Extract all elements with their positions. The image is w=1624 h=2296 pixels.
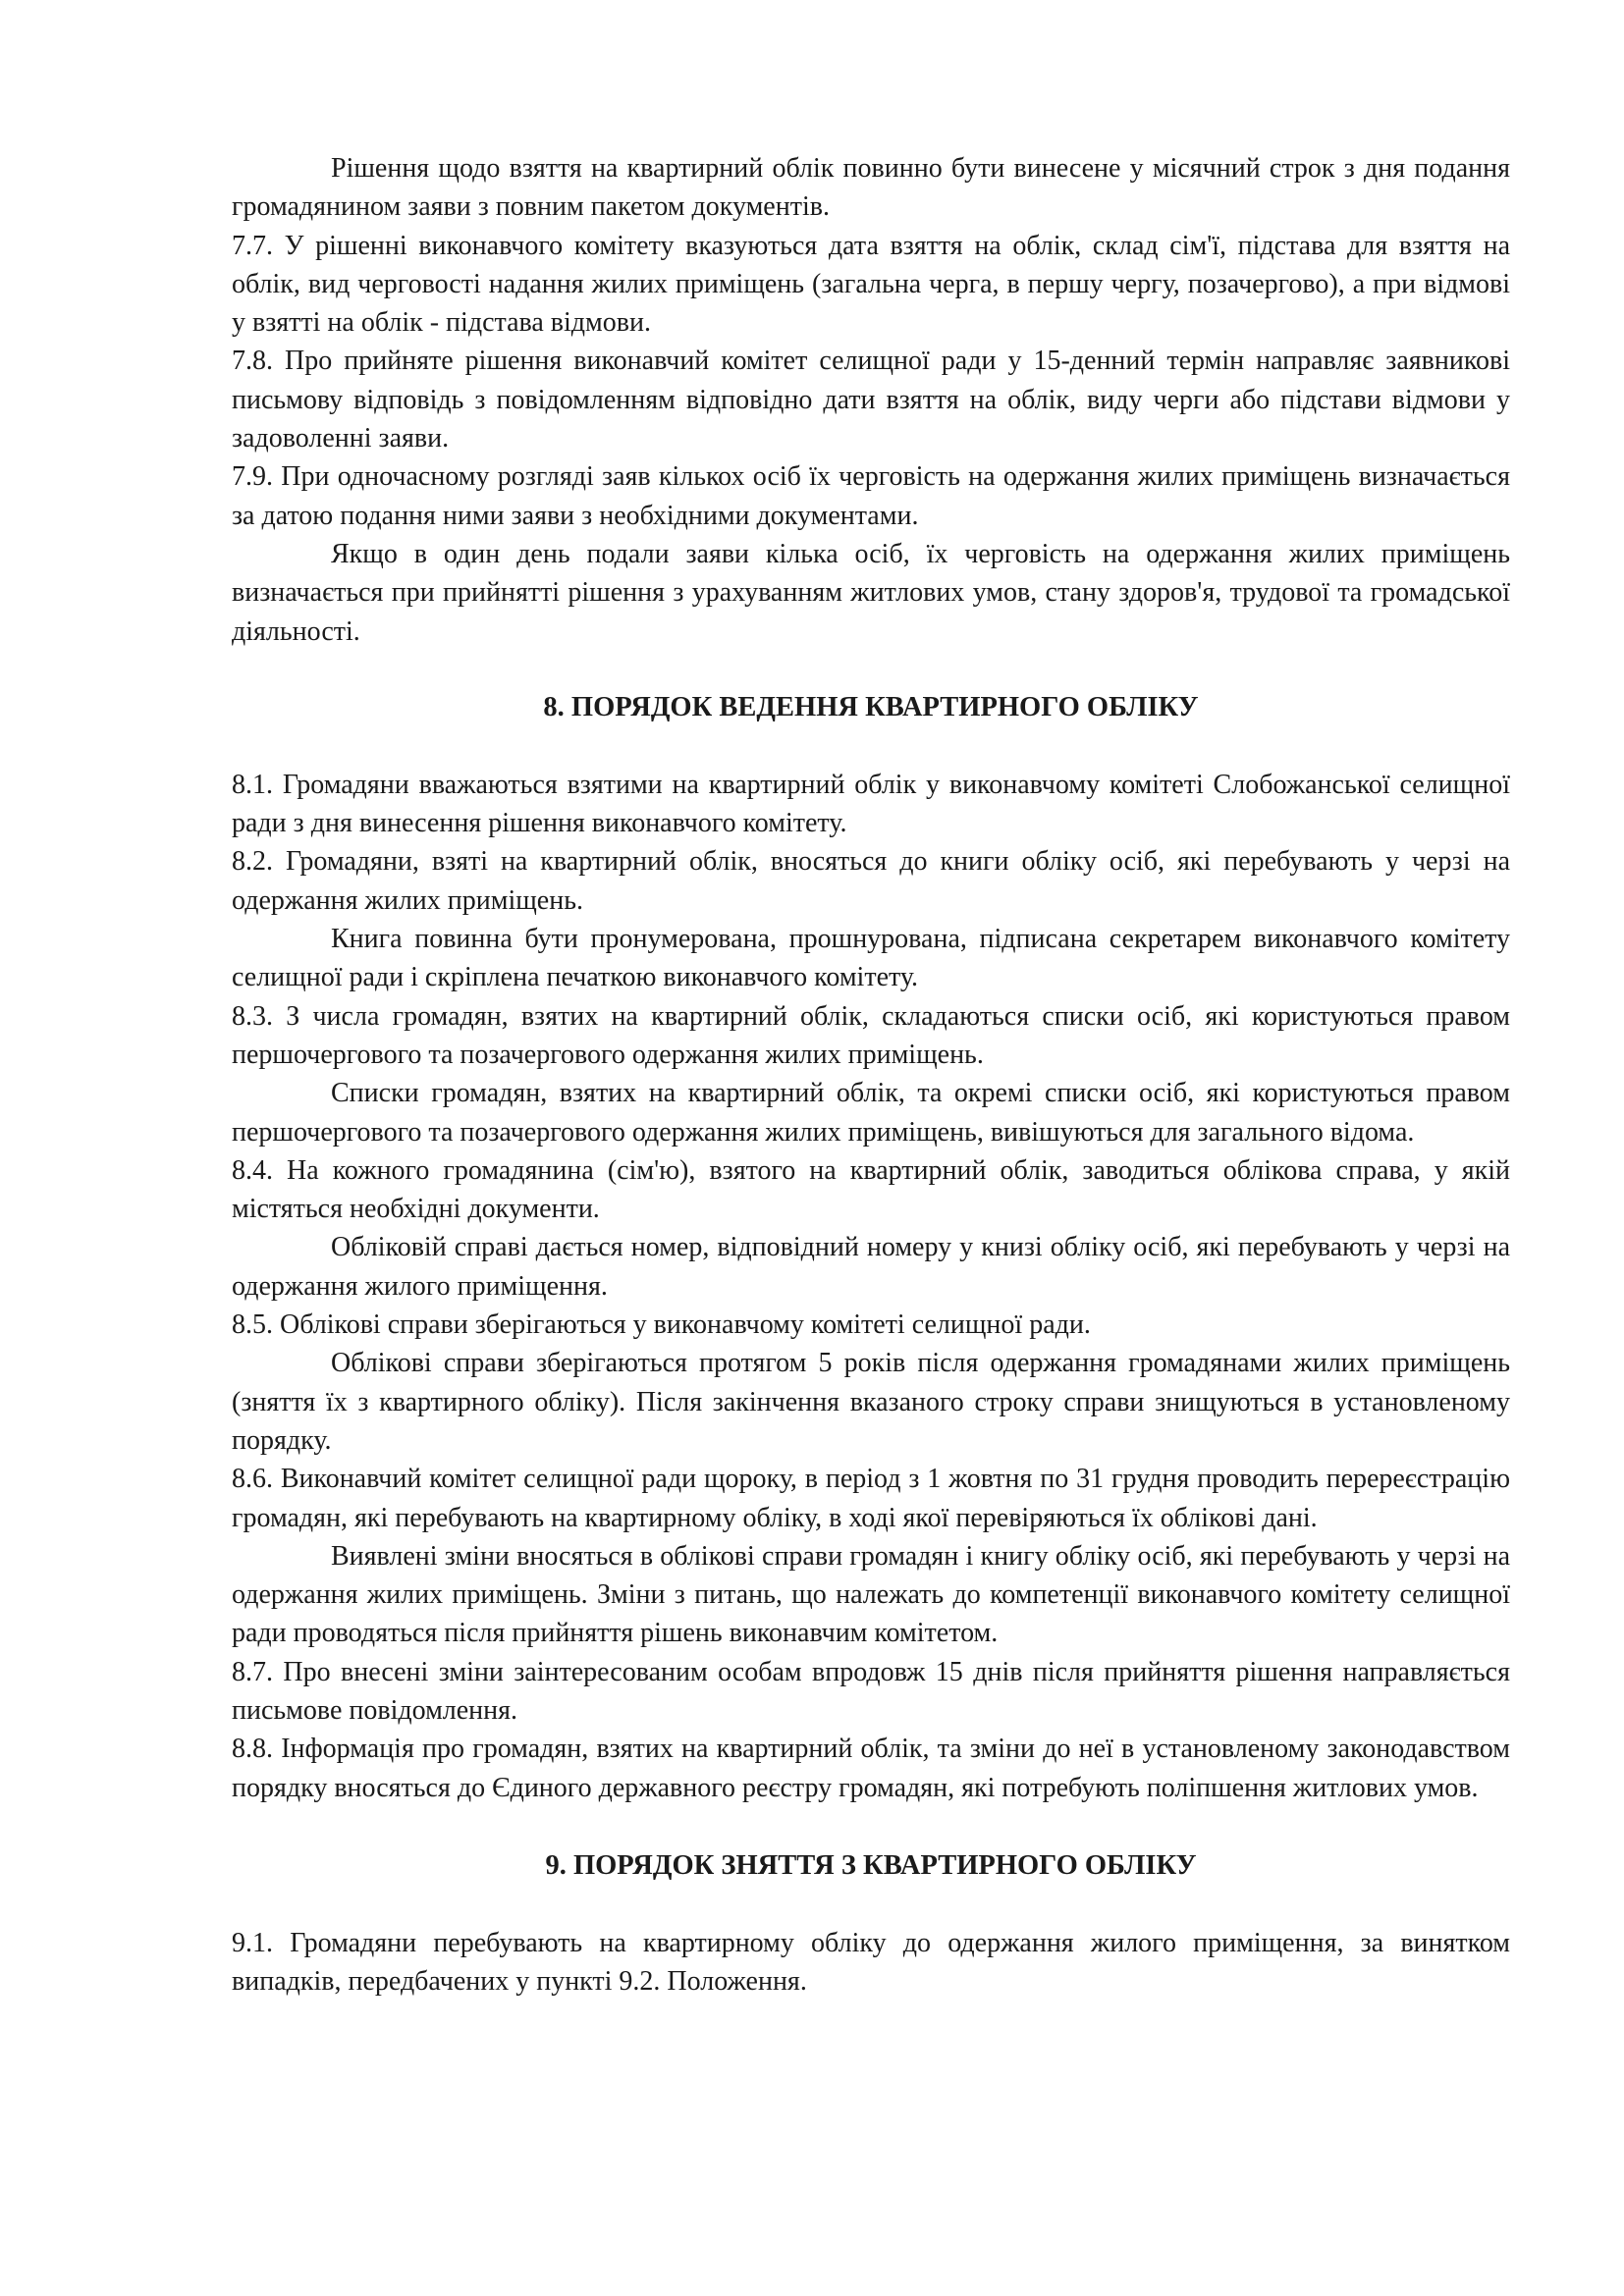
document-page	[232, 149, 1510, 2001]
paragraph-8-7: 8.7. Про внесені зміни заінтересованим особам впродовж 15 днів після прийняття рішення направляється письмове повідомлення.	[232, 1656, 1510, 1726]
paragraph-8-6: 8.6. Виконавчий комітет селищної ради щороку, в період з 1 жовтня по 31 грудня проводить перереєстрацію громадян, які перебувають на квартирному обліку, в ході якої перевіряються їх облікові дані.	[232, 1464, 1510, 1533]
paragraph-8-2-continued: Книга повинна бути пронумерована, прошнурована, підписана секретарем виконавчого комітету селищної ради і скріплена печаткою виконавчого комітету.	[232, 924, 1510, 993]
paragraph-8-4-continued: Обліковій справі дається номер, відповідний номеру у книзі обліку осіб, які перебувають у черзі на одержання жилого приміщення.	[232, 1232, 1510, 1302]
paragraph-7-9-continued: Якщо в один день подали заяви кілька осіб, їх черговість на одержання жилих приміщень визначається при прийнятті рішення з урахуванням житлових умов, стану здоров'я, трудової та громадської діяльності.	[232, 538, 1510, 647]
paragraph-8-5-continued: Облікові справи зберігаються протягом 5 років після одержання громадянами жилих приміщень (зняття їх з квартирного обліку). Після закінчення вказаного строку справи знищуються в установленому порядку.	[232, 1348, 1510, 1456]
section-8-heading: 8. ПОРЯДОК ВЕДЕННЯ КВАРТИРНОГО ОБЛІКУ	[543, 691, 1199, 722]
paragraph-8-3-continued: Списки громадян, взятих на квартирний облік, та окремі списки осіб, які користуються правом першочергового та позачергового одержання жилих приміщень, вивішуються для загального відома.	[232, 1078, 1510, 1148]
paragraph-8-2: 8.2. Громадяни, взяті на квартирний облік, вносяться до книги обліку осіб, які перебувають у черзі на одержання жилих приміщень.	[232, 846, 1510, 916]
paragraph-7-9: 7.9. При одночасному розгляді заяв кількох осіб їх черговість на одержання жилих приміщень визначається за датою подання ними заяви з необхідними документами.	[232, 461, 1510, 531]
paragraph-8-3: 8.3. З числа громадян, взятих на квартирний облік, складаються списки осіб, які користуються правом першочергового та позачергового одержання жилих приміщень.	[232, 1000, 1510, 1070]
section-9-heading: 9. ПОРЯДОК ЗНЯТТЯ З КВАРТИРНОГО ОБЛІКУ	[545, 1849, 1197, 1881]
paragraph-8-8: 8.8. Інформація про громадян, взятих на квартирний облік, та зміни до неї в установленому законодавством порядку вносяться до Єдиного державного реєстру громадян, які потребують поліпшення житлових умов.	[232, 1734, 1510, 1803]
paragraph-decision-term: Рішення щодо взяття на квартирний облік повинно бути винесене у місячний строк з дня подання громадянином заяви з повним пакетом документів.	[232, 153, 1510, 223]
paragraph-8-5: 8.5. Облікові справи зберігаються у виконавчому комітеті селищної ради.	[232, 1309, 1091, 1341]
paragraph-8-4: 8.4. На кожного громадянина (сім'ю), взятого на квартирний облік, заводиться облікова справа, у якій містяться необхідні документи.	[232, 1154, 1510, 1225]
paragraph-8-1: 8.1. Громадяни вважаються взятими на квартирний облік у виконавчому комітеті Слобожанської селищної ради з дня винесення рішення виконавчого комітету.	[232, 769, 1510, 839]
paragraph-7-7: 7.7. У рішенні виконавчого комітету вказуються дата взяття на облік, склад сім'ї, підстава для взяття на облік, вид черговості надання жилих приміщень (загальна черга, в першу чергу, позачергово), а при відмові у взятті на облік - підстава відмови.	[232, 230, 1510, 339]
paragraph-7-8: 7.8. Про прийняте рішення виконавчий комітет селищної ради у 15-денний термін направляє заявникові письмову відповідь з повідомленням відповідно дати взяття на облік, виду черги або підстави відмови у задоволенні заяви.	[232, 346, 1510, 454]
paragraph-8-6-continued: Виявлені зміни вносяться в облікові справи громадян і книгу обліку осіб, які перебувають у черзі на одержання жилих приміщень. Зміни з питань, що належать до компетенції виконавчого комітету селищної ради проводяться після прийняття рішень виконавчим комітетом.	[232, 1540, 1510, 1649]
paragraph-9-1: 9.1. Громадяни перебувають на квартирному обліку до одержання жилого приміщення, за винятком випадків, передбачених у пункті 9.2. Положення.	[232, 1927, 1510, 1998]
